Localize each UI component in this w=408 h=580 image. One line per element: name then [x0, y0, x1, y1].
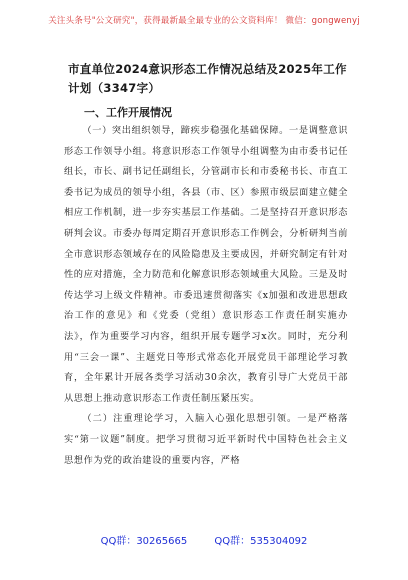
section-heading: 一、工作开展情况: [84, 106, 172, 119]
qq-group-2: QQ群：535304092: [214, 536, 308, 547]
document-title: 市直单位2024意识形态工作情况总结及2025年工作计划（3347字）: [68, 62, 347, 95]
top-banner: 关注头条号"公文研究"，获得最新最全最专业的公文资料库！ 微信：gongwenyj: [48, 16, 360, 26]
footer-qq-groups: [0, 532, 408, 547]
qq-group-1: QQ群：30265665: [100, 536, 188, 547]
paragraph: （一）突出组织领导，蹄疾步稳强化基础保障。一是调整意识形态工作领导小组。将意识形态工作领导小组调整为由市委书记任组长，市长、副书记任副组长，分管副市长和市委秘书长、市直工委书记为成员的领导小组，各县（市、区）参照市级层面建立健全相应工作机制，进一步夯实基层工作基础。二是坚持召开意识形态研判会议。市委办每周定期召开意识形态工作例会，分析研判当前全市意识形态领域存在的风险隐患及主要成因，并研究制定有针对性的应对措施，全力防范和化解意识形态领域重大风险。三是及时传达学习上级文件精神。市委迅速贯彻落实《x加强和改进思想政治工作的意见》和《党委（党组）意识形态工作责任制实施办法》，作为重要学习内容，组织开展专题学习x次。同时，充分利用“三会一课”、主题党日等形式常态化开展党员干部理论学习教育，全年累计开展各类学习活动30余次，教育引导广大党员干部从思想上推动意识形态工作责任制压紧压实。: [64, 125, 348, 404]
paragraph: （二）注重理论学习，入脑入心强化思想引领。一是严格落实“第一议题”制度。把学习贯彻习近平新时代中国特色社会主义思想作为党的政治建设的重要内容，严格: [64, 413, 348, 466]
document-body: [64, 121, 348, 471]
